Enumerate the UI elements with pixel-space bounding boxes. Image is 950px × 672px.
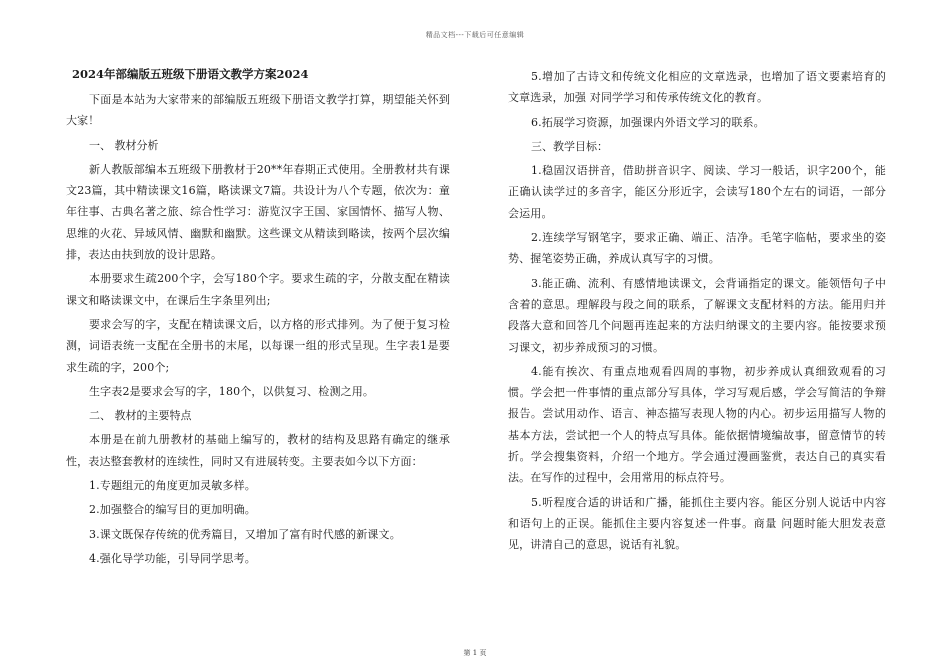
paragraph: 下面是本站为大家带来的部编版五班级下册语文教学打算，期望能关怀到大家！ <box>66 93 450 128</box>
paragraph: 5.听程度合适的讲话和广播，能抓住主要内容。能区分别人说话中内容和语句上的正误。能抓住主要内容复述一件事。商量 问题时能大胆发表意见，讲清自己的意思，说话有礼貌。 <box>508 495 886 552</box>
section-heading: 一、 教材分析 <box>89 138 159 152</box>
paragraph: 本册是在前九册教材的基础上编写的，教材的结构及思路有确定的继承性，表达整套教材的连续性，同时又有进展转变。主要表如今以下方面： <box>66 433 450 468</box>
page-number: 第 1 页 <box>463 649 487 657</box>
page-header-note: 精品文档---下载后可任意编辑 <box>425 31 525 39</box>
paragraph: 3.能正确、流利、有感情地读课文，会背诵指定的课文。能领悟句子中含着的意思。理解段与段之间的联系，了解课文支配材料的方法。能用归并段落大意和回答几个问题再连起来的方法归纳课文的主要内容。能按要求预习课文，初步养成预习的习惯。 <box>508 276 886 354</box>
section-heading: 二、 教材的主要特点 <box>89 409 192 423</box>
document-title: 2024年部编版五班级下册语文教学方案2024 <box>72 67 309 81</box>
paragraph: 要求会写的字，支配在精读课文后，以方格的形式排列。为了便于复习检测，词语表统一支配在全册书的末尾，以每课一组的形式呈现。生字表1是要求生疏的字，200个; <box>66 317 450 374</box>
right-column <box>508 66 886 559</box>
paragraph: 3.课文既保存传统的优秀篇目，又增加了富有时代感的新课文。 <box>89 527 401 541</box>
left-column-body <box>66 89 450 569</box>
right-column-body <box>508 66 886 556</box>
paragraph: 4.强化导学功能，引导同学思考。 <box>89 551 256 565</box>
paragraph: 新人教版部编本五班级下册教材于20**年春期正式使用。全册教材共有课文23篇，其中精读课文16篇，略读课文7篇。共设计为八个专题，依次为：童年往事、古典名著之旅、综合性学习：游览汉字王国、家国情怀、描写人物、思维的火花、异域风情、幽默和幽默。这些课文从精读到略读，按两个层次编排，表达由扶到放的设计思路。 <box>66 162 450 262</box>
paragraph: 1.专题组元的角度更加灵敏多样。 <box>89 479 256 493</box>
paragraph: 2.连续学写钢笔字，要求正确、端正、洁净。毛笔字临帖，要求坐的姿势、握笔姿势正确，养成认真写字的习惯。 <box>508 231 886 266</box>
paragraph: 5.增加了古诗文和传统文化相应的文章选录，也增加了语文要素培育的文章选录，加强 对同学学习和传承传统文化的教育。 <box>508 70 886 105</box>
paragraph: 6.拓展学习资源，加强课内外语文学习的联系。 <box>531 115 765 129</box>
paragraph: 本册要求生疏200个字，会写180个字。要求生疏的字，分散支配在精读课文和略读课文中，在课后生字条里列出; <box>66 272 450 307</box>
paragraph: 2.加强整合的编写目的更加明确。 <box>89 503 256 517</box>
paragraph: 1.稳固汉语拼音，借助拼音识字、阅读、学习一般话，识字200个，能正确认读学过的多音字，能区分形近字，会读写180个左右的词语，一部分会运用。 <box>508 164 886 220</box>
left-column <box>66 66 450 572</box>
section-heading: 三、教学目标： <box>531 139 608 153</box>
paragraph: 生字表2是要求会写的字，180个，以供复习、检测之用。 <box>89 384 375 398</box>
paragraph: 4.能有挨次、有重点地观看四周的事物，初步养成认真细致观看的习惯。学会把一件事情的重点部分写具体，学习写观后感，学会写简洁的争辩报告。尝试用动作、语言、神态描写表现人物的内心。初步运用描写人物的基本方法，尝试把一个人的特点写具体。能依据情境编故事，留意情节的转折。学会搜集资料，介绍一个地方。学会通过漫画鉴赏，表达自己的真实看法。在写作的过程中，会用常用的标点符号。 <box>508 364 886 485</box>
